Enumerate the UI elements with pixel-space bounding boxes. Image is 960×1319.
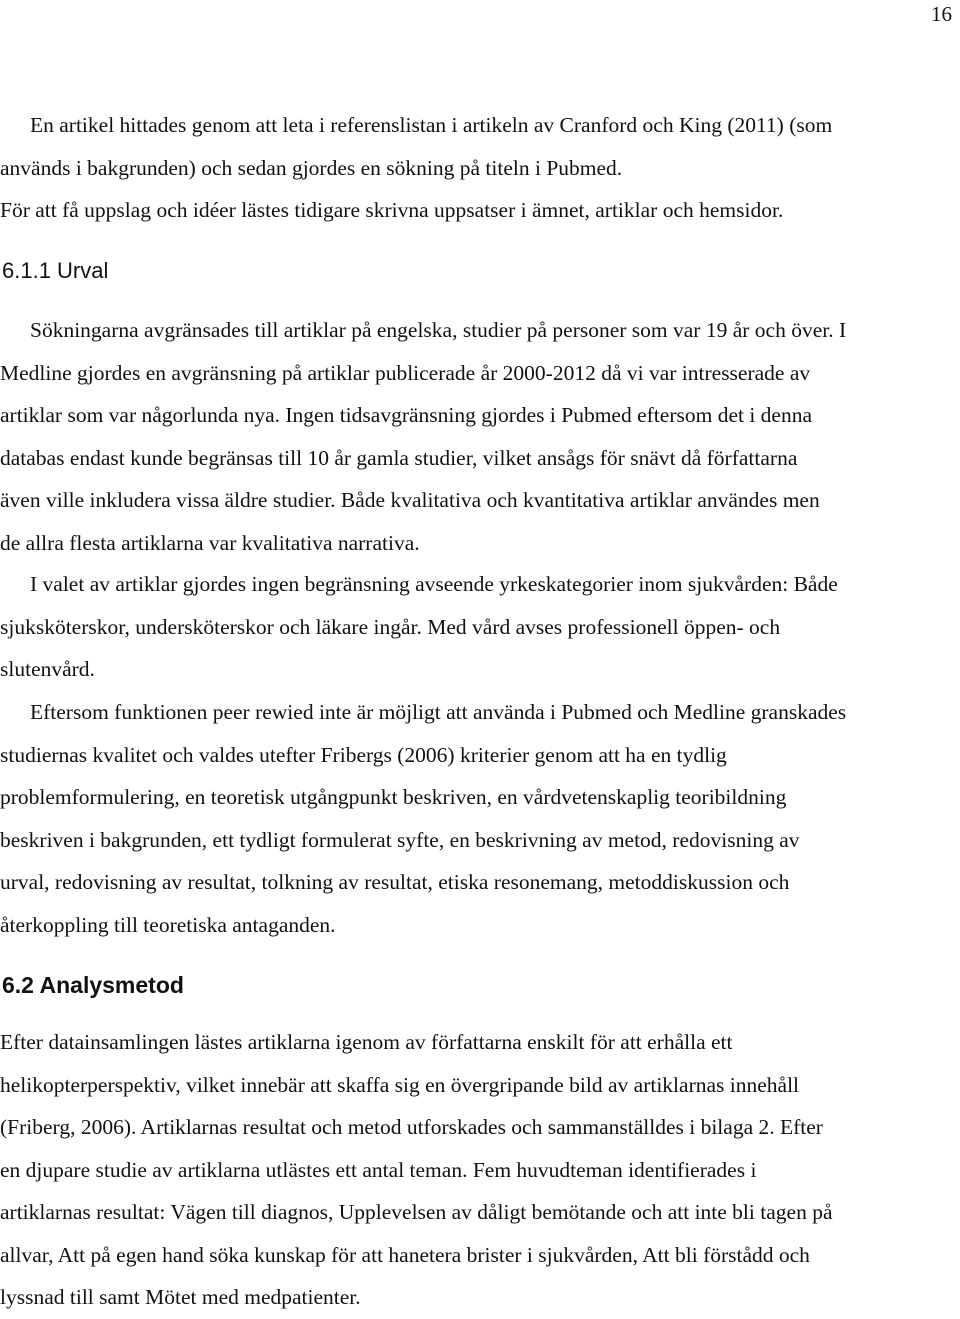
text-line: (Friberg, 2006). Artiklarnas resultat och metod utforskades och sammanställdes i bilaga 2. Efter: [0, 1115, 823, 1139]
text-line: studiernas kvalitet och valdes utefter Fribergs (2006) kriterier genom att ha en tydlig: [0, 742, 727, 767]
text-line: databas endast kunde begränsas till 10 år gamla studier, vilket ansågs för snävt då författarna: [0, 445, 798, 470]
text-line: Efter datainsamlingen lästes artiklarna igenom av författarna enskilt för att erhålla ett: [0, 1030, 733, 1054]
text-line: en djupare studie av artiklarna utlästes ett antal teman. Fem huvudteman identifierades i: [0, 1157, 757, 1182]
section-heading-urval: 6.1.1 Urval: [2, 258, 109, 283]
text-line: För att få uppslag och idéer lästes tidigare skrivna uppsatser i ämnet, artiklar och hemsidor.: [0, 198, 784, 222]
intro-paragraph: [0, 104, 958, 232]
text-line: Medline gjordes en avgränsning på artiklar publicerade år 2000-2012 då vi var intresserade av: [0, 360, 811, 385]
urval-paragraph-2: [0, 563, 958, 691]
text-line: beskriven i bakgrunden, ett tydligt formulerat syfte, en beskrivning av metod, redovisning av: [0, 827, 800, 852]
text-line: Eftersom funktionen peer rewied inte är möjligt att använda i Pubmed och Medline granskades: [30, 700, 847, 724]
urval-paragraph-1: [0, 309, 958, 564]
text-line: problemformulering, en teoretisk utgångpunkt beskriven, en vårdvetenskaplig teoribildning: [0, 785, 787, 809]
text-line: används i bakgrunden) och sedan gjordes en sökning på titeln i Pubmed.: [0, 155, 623, 180]
page-number: 16: [931, 2, 952, 26]
text-line: artiklar som var någorlunda nya. Ingen tidsavgränsning gjordes i Pubmed eftersom det i denna: [0, 403, 813, 427]
text-line: allvar, Att på egen hand söka kunskap för att hanetera brister i sjukvården, Att bli förstådd och: [0, 1242, 810, 1267]
text-line: lyssnad till samt Mötet med medpatienter.: [0, 1285, 361, 1309]
text-line: sjuksköterskor, undersköterskor och läkare ingår. Med vård avses professionell öppen- och: [0, 614, 781, 639]
text-line: En artikel hittades genom att leta i referenslistan i artikeln av Cranford och King (2011) (som: [30, 113, 833, 137]
text-line: I valet av artiklar gjordes ingen begränsning avseende yrkeskategorier inom sjukvården: Både: [30, 572, 838, 596]
text-line: helikopterperspektiv, vilket innebär att skaffa sig en övergripande bild av artiklarnas innehåll: [0, 1072, 800, 1097]
text-line: återkoppling till teoretiska antaganden.: [0, 912, 336, 937]
text-line: artiklarnas resultat: Vägen till diagnos, Upplevelsen av dåligt bemötande och att inte bli tagen på: [0, 1200, 833, 1224]
text-line: även ville inkludera vissa äldre studier. Både kvalitativa och kvantitativa artiklar användes men: [0, 488, 820, 512]
section-heading-analysmetod: 6.2 Analysmetod: [2, 972, 184, 998]
text-line: Sökningarna avgränsades till artiklar på engelska, studier på personer som var 19 år och över. I: [30, 318, 847, 342]
text-line: de allra flesta artiklarna var kvalitativa narrativa.: [0, 530, 420, 555]
urval-paragraph-3: [0, 691, 958, 946]
text-line: slutenvård.: [0, 657, 95, 681]
text-line: urval, redovisning av resultat, tolkning av resultat, etiska resonemang, metoddiskussion och: [0, 870, 790, 894]
analysmetod-paragraph: [0, 1021, 958, 1319]
